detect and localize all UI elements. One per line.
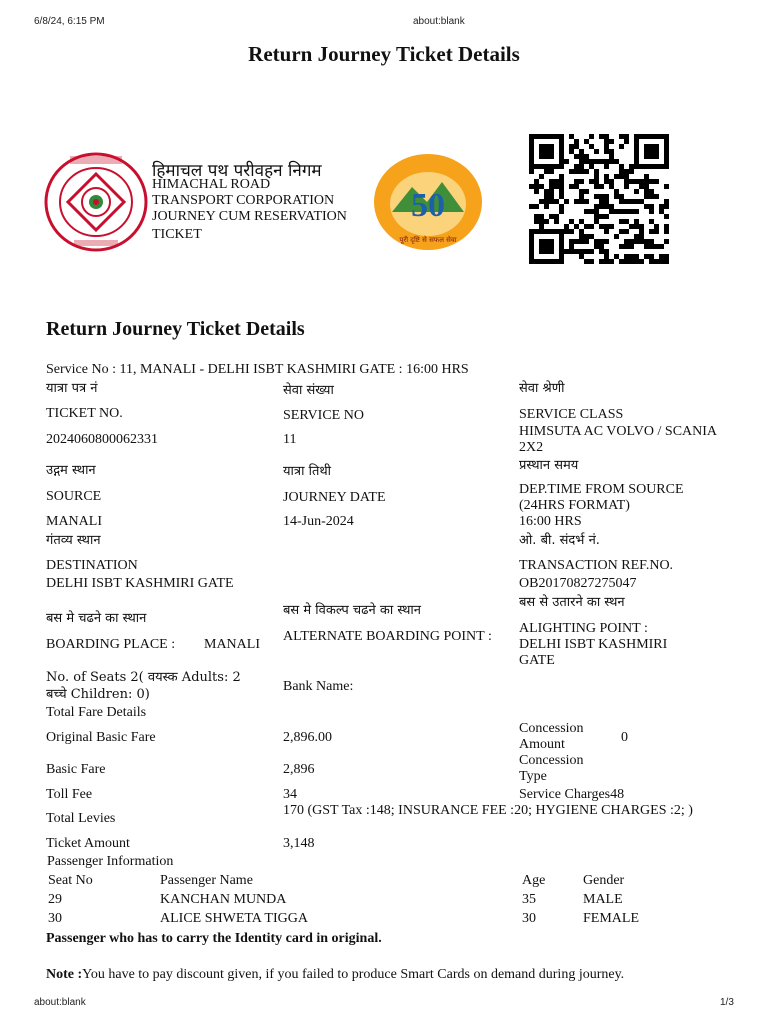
- destination-value: DELHI ISBT KASHMIRI GATE: [46, 576, 234, 591]
- gender-cell: FEMALE: [583, 911, 639, 926]
- ticket-no-label: TICKET NO.: [46, 406, 123, 421]
- total-levies-value: 170 (GST Tax :148; INSURANCE FEE :20; HYGIENE CHARGES :2; ): [283, 803, 693, 818]
- seat-cell: 30: [48, 911, 62, 926]
- toll-fee-value: 34: [283, 787, 297, 802]
- service-class-value: HIMSUTA AC VOLVO / SCANIA 2X2: [519, 424, 717, 455]
- discount-note: [46, 967, 624, 983]
- service-no-label-hindi: सेवा संख्या: [283, 383, 334, 398]
- org-name-line4: TICKET: [152, 227, 202, 242]
- service-class-label: SERVICE CLASS: [519, 407, 624, 422]
- org-name-line2: TRANSPORT CORPORATION: [152, 193, 335, 208]
- alighting-label-hindi: बस से उतारने का स्थन: [519, 595, 625, 610]
- journey-date-value: 14-Jun-2024: [283, 514, 354, 529]
- org-name-line3: JOURNEY CUM RESERVATION: [152, 209, 347, 224]
- journey-date-label: JOURNEY DATE: [283, 490, 386, 505]
- basic-fare-value: 2,896: [283, 762, 315, 777]
- seats-line2: बच्चे Children: 0): [46, 687, 150, 702]
- source-value: MANALI: [46, 514, 102, 529]
- ticket-amount-label: Ticket Amount: [46, 836, 130, 851]
- col-header-gender: Gender: [583, 873, 625, 888]
- destination-label-hindi: गंतव्य स्थान: [46, 533, 101, 548]
- org-name-hindi: हिमाचल पथ परीवहन निगम: [152, 161, 322, 181]
- alighting-value: DELHI ISBT KASHMIRI GATE: [519, 637, 668, 668]
- dep-time-value: 16:00 HRS: [519, 514, 582, 529]
- source-label-hindi: उद्गम स्थान: [46, 463, 96, 478]
- dep-time-label: DEP.TIME FROM SOURCE (24HRS FORMAT): [519, 482, 684, 513]
- name-cell: KANCHAN MUNDA: [160, 892, 287, 907]
- service-no-label: SERVICE NO: [283, 408, 364, 423]
- alt-boarding-label: ALTERNATE BOARDING POINT :: [283, 629, 492, 644]
- print-datetime: 6/8/24, 6:15 PM: [34, 16, 105, 27]
- boarding-label: BOARDING PLACE :: [46, 637, 176, 652]
- ticket-no-label-hindi: यात्रा पत्र नं: [46, 381, 98, 396]
- toll-fee-label: Toll Fee: [46, 787, 93, 802]
- ticket-amount-value: 3,148: [283, 836, 315, 851]
- alt-boarding-label-hindi: बस मे विकल्प चढने का स्थान: [283, 603, 422, 618]
- txn-ref-label-hindi: ओ. बी. संदर्भ नं.: [519, 533, 600, 548]
- age-cell: 35: [522, 892, 536, 907]
- service-charges: [519, 787, 624, 803]
- passenger-section-label: Passenger Information: [47, 854, 174, 869]
- boarding-value: MANALI: [204, 637, 260, 652]
- print-url: about:blank: [413, 16, 465, 27]
- service-class-label-hindi: सेवा श्रेणी: [519, 381, 565, 396]
- txn-ref-label: TRANSACTION REF.NO.: [519, 558, 674, 573]
- badge-text: पूरी दृष्टि से सफल सेवा: [399, 236, 457, 244]
- org-name-line1: HIMACHAL ROAD: [152, 177, 271, 192]
- col-header-age: Age: [522, 873, 546, 888]
- id-card-note: Passenger who has to carry the Identity card in original.: [46, 931, 382, 946]
- original-basic-fare-value: 2,896.00: [283, 730, 332, 745]
- destination-label: DESTINATION: [46, 558, 138, 573]
- age-cell: 30: [522, 911, 536, 926]
- dep-time-label-hindi: प्रस्थान समय: [519, 458, 579, 473]
- service-no-value: 11: [283, 432, 297, 447]
- ticket-no-value: 2024060800062331: [46, 432, 158, 447]
- concession-type-label: Concession Type: [519, 753, 584, 784]
- page-number: 1/3: [720, 997, 734, 1008]
- footer-url: about:blank: [34, 997, 86, 1008]
- journey-date-label-hindi: यात्रा तिथी: [283, 464, 332, 479]
- anniversary-badge: [372, 152, 484, 252]
- concession-amount-value: 0: [621, 730, 628, 745]
- bank-name-label: Bank Name:: [283, 679, 354, 694]
- badge-number: 50: [411, 187, 445, 224]
- original-basic-fare-label: Original Basic Fare: [46, 730, 156, 745]
- hrtc-logo: [44, 152, 148, 252]
- service-charges-value: 48: [610, 787, 625, 802]
- total-levies-label: Total Levies: [46, 811, 116, 826]
- name-cell: ALICE SHWETA TIGGA: [160, 911, 308, 926]
- alighting-label: ALIGHTING POINT :: [519, 621, 648, 636]
- col-header-seat: Seat No: [48, 873, 93, 888]
- col-header-name: Passenger Name: [160, 873, 253, 888]
- service-charges-label: Service Charges: [519, 787, 611, 802]
- boarding-label-hindi: बस मे चढने का स्थान: [46, 611, 147, 626]
- concession-amount-label: Concession Amount: [519, 721, 584, 752]
- fare-section-label: Total Fare Details: [46, 705, 147, 720]
- seats-line1: No. of Seats 2( वयस्क Adults: 2: [46, 670, 241, 685]
- gender-cell: MALE: [583, 892, 623, 907]
- service-line: Service No : 11, MANALI - DELHI ISBT KASHMIRI GATE : 16:00 HRS: [46, 362, 469, 377]
- qr-code: [529, 134, 669, 264]
- txn-ref-value: OB20170827275047: [519, 576, 637, 591]
- seat-cell: 29: [48, 892, 62, 907]
- section-title: Return Journey Ticket Details: [46, 318, 305, 340]
- note-label: Note :: [46, 967, 83, 982]
- source-label: SOURCE: [46, 489, 102, 504]
- note-text: You have to pay discount given, if you failed to produce Smart Cards on demand during journey.: [82, 967, 625, 982]
- page-title: Return Journey Ticket Details: [248, 42, 520, 66]
- basic-fare-label: Basic Fare: [46, 762, 106, 777]
